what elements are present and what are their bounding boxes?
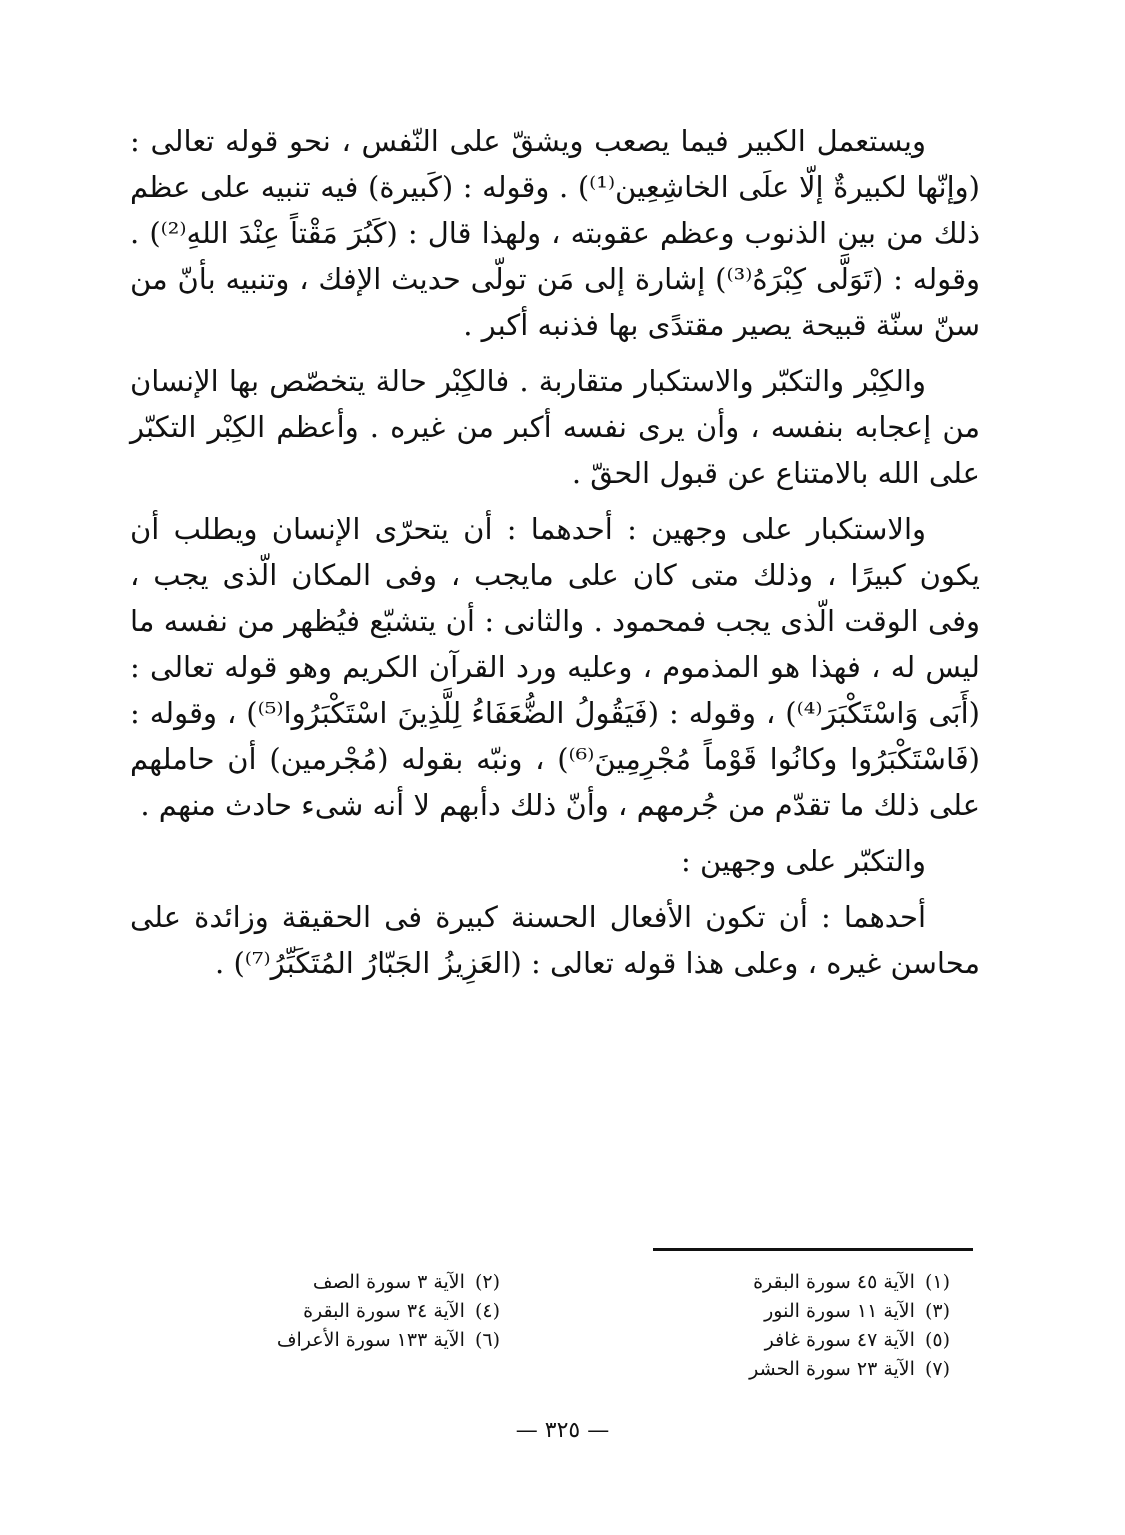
- footnote-number: (٥): [924, 1329, 950, 1351]
- footnote-text: الآية ١١ سورة النور: [764, 1300, 915, 1322]
- page-number: — ٣٢٥ —: [515, 1418, 610, 1443]
- footnote-6: [200, 1326, 500, 1355]
- footnotes-left-column: [200, 1268, 500, 1355]
- paragraph-kabir: ويستعمل الكبير فيما يصعب ويشقّ على النّفس ، نحو قوله تعالى : (وإنّها لكبيرةٌ إلّا علَى الخاشِعِين⁽¹⁾) . وقوله : (كَبيرة) فيه تنبيه على عظم ذلك من بين الذنوب وعظم عقوبته ، ولهذا قال : (كَبُرَ مَقْتاً عِنْدَ اللهِ⁽²⁾) . وقوله : (تَوَلَّى كِبْرَهُ⁽³⁾) إشارة إلى مَن تولّى حديث الإفك ، وتنبيه بأنّ من سنّ سنّة قبيحة يصير مقتدًى بها فذنبه أكبر .: [130, 124, 981, 342]
- paragraph-kibr: والكِبْر والتكبّر والاستكبار متقاربة . فالكِبْر حالة يتخصّص بها الإنسان من إعجابه بنفسه ، وأن يرى نفسه أكبر من غيره . وأعظم الكِبْر التكبّر على الله بالامتناع عن قبول الحقّ .: [130, 364, 980, 490]
- footnote-3: [650, 1297, 950, 1326]
- page-body: [130, 118, 980, 996]
- footnote-text: الآية ٤٧ سورة غافر: [764, 1329, 915, 1351]
- paragraph-takabbur-first: أحدهما : أن تكون الأفعال الحسنة كبيرة فى الحقيقة وزائدة على محاسن غيره ، وعلى هذا قوله تعالى : (العَزِيزُ الجَبّارُ المُتَكَبِّرُ⁽⁷⁾) .: [130, 900, 980, 980]
- footnote-text: الآية ٢٣ سورة الحشر: [749, 1358, 915, 1380]
- footnote-divider: [653, 1248, 973, 1251]
- footnote-2: [200, 1268, 500, 1297]
- footnote-text: الآية ٣ سورة الصف: [312, 1271, 465, 1293]
- footnotes-right-column: [650, 1268, 950, 1384]
- footnote-number: (٤): [474, 1300, 500, 1322]
- footnote-number: (٧): [924, 1358, 950, 1380]
- footnote-number: (١): [924, 1271, 950, 1293]
- footnote-1: [650, 1268, 950, 1297]
- footnote-number: (٢): [474, 1271, 500, 1293]
- footnote-text: الآية ١٣٣ سورة الأعراف: [276, 1329, 465, 1351]
- footnote-7: [650, 1355, 950, 1384]
- footnote-5: [650, 1326, 950, 1355]
- footnote-number: (٦): [474, 1329, 500, 1351]
- footnote-text: الآية ٣٤ سورة البقرة: [303, 1300, 465, 1322]
- paragraph-takabbur-heading: والتكبّر على وجهين :: [680, 844, 926, 878]
- footnote-text: الآية ٤٥ سورة البقرة: [753, 1271, 915, 1293]
- footnote-4: [200, 1297, 500, 1326]
- footnote-number: (٣): [924, 1300, 950, 1322]
- paragraph-istikbar: والاستكبار على وجهين : أحدهما : أن يتحرّى الإنسان ويطلب أن يكون كبيرًا ، وذلك متى كان على مايجب ، وفى المكان الّذى يجب ، وفى الوقت الّذى يجب فمحمود . والثانى : أن يتشبّع فيُظهر من نفسه ما ليس له ، فهذا هو المذموم ، وعليه ورد القرآن الكريم وهو قوله تعالى : (أَبَى وَاسْتَكْبَرَ⁽⁴⁾) ، وقوله : (فَيَقُولُ الضُّعَفَاءُ لِلَّذِينَ اسْتَكْبَرُوا⁽⁵⁾) ، وقوله : (فَاسْتَكْبَرُوا وكانُوا قَوْماً مُجْرِمِينَ⁽⁶⁾) ، ونبّه بقوله (مُجْرمين) أن حاملهم على ذلك ما تقدّم من جُرمهم ، وأنّ ذلك دأبهم لا أنه شىء حادث منهم .: [130, 512, 980, 822]
